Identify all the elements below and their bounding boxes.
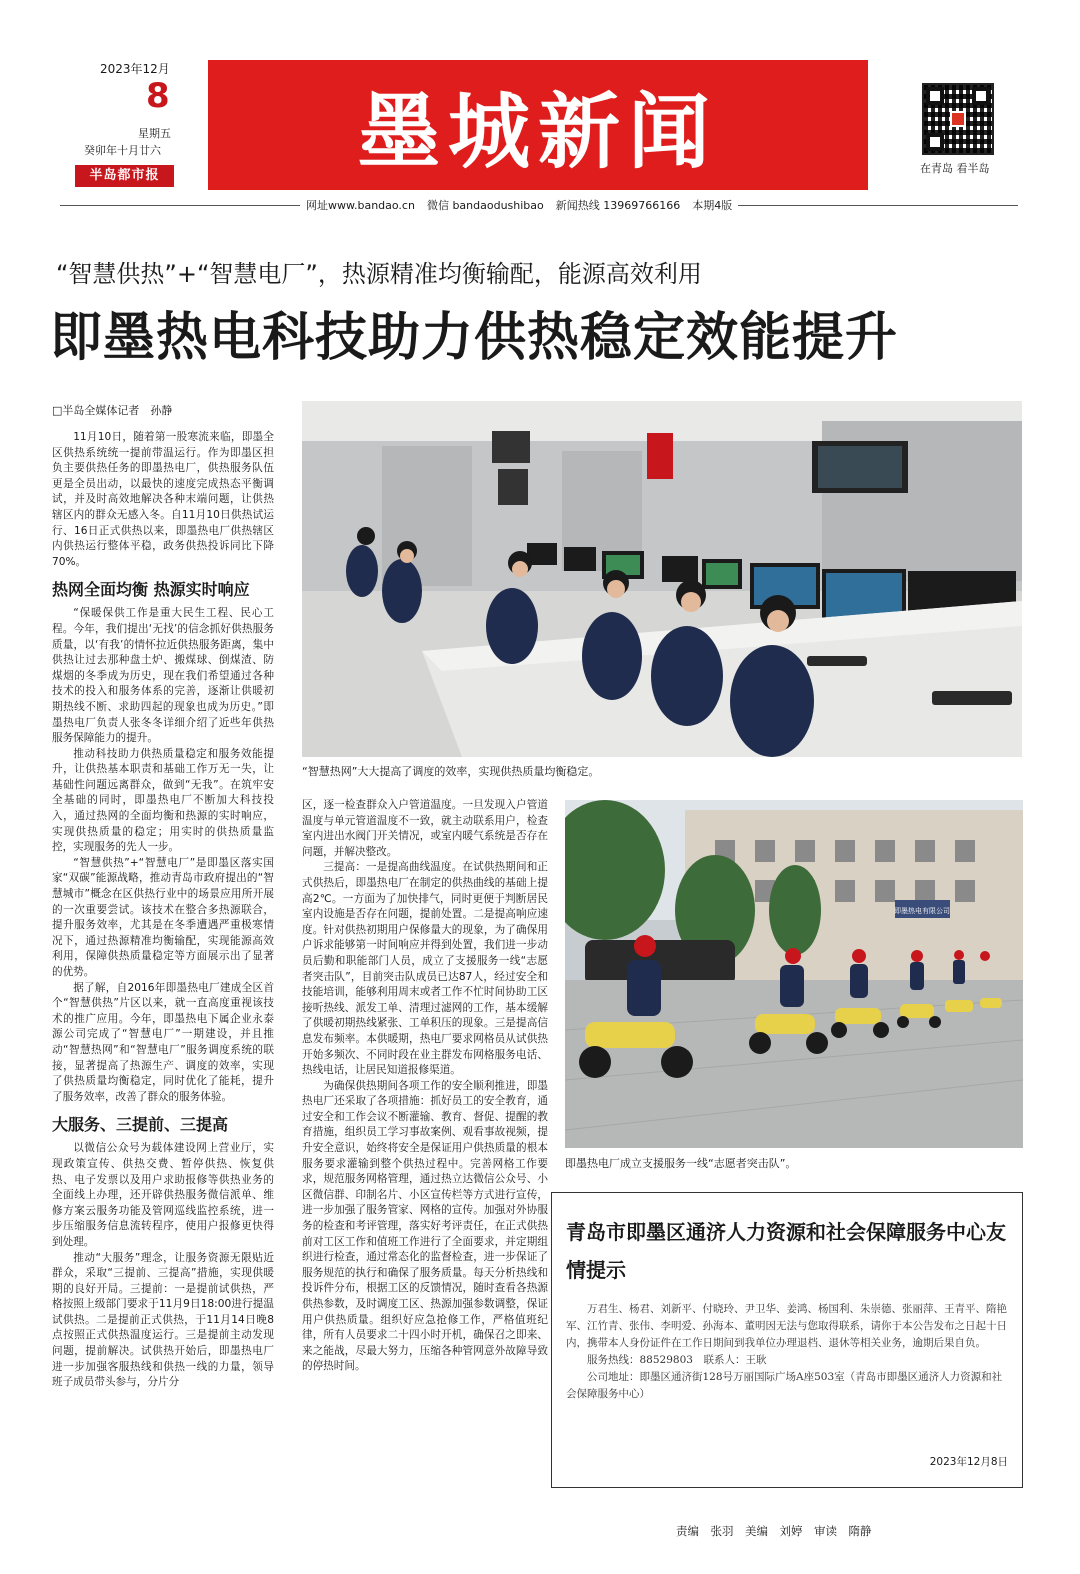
paragraph: “保暖保供工作是重大民生工程、民心工程。今年，我们提出‘无找’的信念抓好供热服务质量，以‘有我’的情怀拉近供热服务距离，集中供热让过去那种盘土炉、搬煤球、倒煤渣、防煤烟的冬季成为历史，现在我们希望通过各种技术的投入和服务体系的完善，逐渐让供暖初期热线不断、求助四起的现象也成为历史。”即墨热电厂负责人张冬冬详细介绍了近些年供热服务保障能力的提升。	[52, 607, 274, 745]
issue-pages-info: 本期4版	[692, 199, 733, 212]
qr-code-icon[interactable]	[922, 83, 994, 155]
issue-lunar-date: 癸卯年十月廿六	[84, 144, 161, 157]
paragraph: 推动科技助力供热质量稳定和服务效能提升，让供热基本职责和基础工作万无一失，让基础性问题远离群众，做到“无我”。在筑牢安全基础的同时，即墨热电厂不断加大科技投入，通过热网的全面均衡和热源的实时响应，实现供热质量的稳定；用实时的供热质量监控，实现服务的先人一步。	[52, 747, 274, 854]
notice-date: 2023年12月8日	[929, 1456, 1008, 1468]
control-room-photo	[302, 401, 1022, 757]
section-masthead	[208, 60, 868, 190]
issue-day: 8	[146, 76, 170, 116]
website-info: 网址www.bandao.cn	[306, 199, 415, 212]
notice-phone: 服务热线：88529803 联系人：王耿	[587, 1354, 767, 1366]
newspaper-logo: 半岛都市报	[75, 165, 174, 187]
notice-address: 公司地址：即墨区通济街128号万丽国际广场A座503室（青岛市即墨区通济人力资源和社会保障服务中心）	[566, 1371, 1003, 1400]
article-subheadline: “智慧供热”+“智慧电厂”，热源精准均衡输配，能源高效利用	[56, 260, 702, 288]
notice-title: 青岛市即墨区通济人力资源和社会保障服务中心友情提示	[566, 1220, 1006, 1282]
notice-box	[551, 1192, 1023, 1488]
paragraph: 为确保供热期间各项工作的安全顺利推进，即墨热电厂还采取了各项措施：抓好员工的安全教育，通过安全和工作会议不断灌输、教育、督促、提醒的教育措施，组织员工学习事故案例、观看事故视频，提升安全意识，始终将安全是保证用户供热质量的根本服务要求灌输到整个供热过程中。完善网格工作要求，规范服务网格管理，通过热立达微信公众号、小区微信群、印制名片、小区宣传栏等方式进行宣传，进一步加强了服务管家、网格的宣传。加强对外协服务的检查和考评管理，落实好考评责任，在正式供热前对工区工作和值班工作进行了全面要求，并定期组织进行检查，通过常态化的监督检查，进一步保证了服务规范的执行和确保了服务质量。每天分析热线和投诉件分布，根据工区的反馈情况，随时查看各热源供热参数，及时调度工区、热源加强参数调整，保证用户供热质量。组织好应急抢修工作，严格值班纪律，所有人员要求二十四小时开机，确保召之即来、来之能战，尽最大努力，压缩各种管网意外故障导致的停热时间。	[302, 1079, 548, 1373]
article-column-2	[302, 798, 548, 1375]
notice-body	[566, 1301, 1010, 1403]
article-column-1	[52, 430, 274, 1391]
building-sign-text: 即墨热电有限公司	[894, 907, 950, 915]
paragraph: 区，逐一检查群众入户管道温度。一旦发现入户管道温度与单元管道温度不一致，就主动联系用户，检查室内进出水阀门开关情况，或室内暖气系统是否存在问题，并解决整改。	[302, 799, 548, 858]
paragraph: 推动“大服务”理念，让服务资源无限贴近群众，采取“三提前、三提高”措施，实现供暖期的良好开局。三提前：一是提前试供热，严格按照上级部门要求于11月9日18:00进行提温试供热。二是提前正式供热，于11月14日晚8点按照正式供热温度运行。三是提前主动发现问题，提前解决。试供热开始后，即墨热电厂进一步加强客服热线和供热一线的力量，领导班子成员带头参与，分片分	[52, 1251, 274, 1389]
volunteer-team-photo	[565, 800, 1023, 1148]
issue-weekday: 星期五	[138, 127, 171, 140]
masthead-info-bar	[300, 197, 738, 213]
section-title: 墨城新闻	[357, 84, 718, 180]
article-headline: 即墨热电科技助力供热稳定效能提升	[50, 308, 899, 368]
photo-caption: “智慧热网”大大提高了调度的效率，实现供热质量均衡稳定。	[302, 765, 600, 778]
paragraph: 三提高：一是提高曲线温度。在试供热期间和正式供热后，即墨热电厂在制定的供热曲线的基础上提高2℃。一方面为了加快排气，同时更便于判断居民室内设施是否存在问题，提前处置。二是提高响应速度。针对供热初期用户保修量大的现象，为了确保用户诉求能够第一时间响应并得到处置，我们进一步动员后勤和职能部门人员，成立了支援服务一线“志愿者突击队”，目前突击队成员已达87人，经过安全和技能培训，能够利用周末或者工作不忙时间协助工区接听热线、派发工单、清理过滤网的工作，基本缓解了供暖初期热线紧张、工单积压的现象。三是提高信息发布频率。本供暖期，热电厂要求网格员从试供热开始多频次、不同时段在业主群发布网格服务电话、热线电话，让居民知道报修渠道。	[302, 861, 548, 1077]
paragraph: 11月10日，随着第一股寒流来临，即墨全区供热系统统一提前带温运行。作为即墨区担负主要供热任务的即墨热电厂，供热服务队伍更是全员出动，以最快的速度完成热态平衡调试，并及时高效地解决各种末端问题，让供热辖区内的群众无感入冬。自11月10日供热试运行、16日正式供热以来，即墨热电厂供热辖区内供热运行整体平稳，政务供热投诉同比下降70%。	[52, 431, 274, 568]
issue-year-month: 2023年12月	[100, 62, 170, 76]
paragraph: 据了解，自2016年即墨热电厂建成全区首个“智慧供热”片区以来，就一直高度重视该技术的推广应用。今年，即墨热电下属企业永泰源公司完成了“智慧电厂”一期建设，并且推动“智慧热网”和“智慧电厂”服务调度系统的联接，显著提高了热源生产、调度的效率，实现了供热质量均衡稳定，同时优化了能耗，提升了服务效率，改善了群众的服务体验。	[52, 981, 274, 1103]
section-heading: 大服务、三提前、三提高	[52, 1115, 229, 1135]
section-heading: 热网全面均衡 热源实时响应	[52, 580, 250, 600]
hotline-info: 新闻热线 13969766166	[555, 199, 681, 212]
paragraph: “智慧供热”+“智慧电厂”是即墨区落实国家“双碳”能源战略，推动青岛市政府提出的“智慧城市”概念在区供热行业中的场景应用所开展的一次重要尝试。该技术在整合多热源联合，提升服务效率，尤其是在冬季遭遇严重极寒情况下，通过热源精准均衡输配，实现能源高效利用，保障供热质量稳定等方面展示出了显著的优势。	[52, 856, 274, 978]
wechat-info: 微信 bandaodushibao	[426, 199, 544, 212]
article-byline: □半岛全媒体记者 孙静	[52, 404, 173, 417]
notice-text: 万君生、杨君、刘新平、付晓玲、尹卫华、姜鸿、杨国利、朱崇德、张丽萍、王青平、隋艳军、江竹青、张伟、李明爱、孙海本、董明因无法与您取得联系，请你于本公告发布之日起十日内，携带本人身份证件在工作日期间到我单位办理退档、退休等相关业务，逾期后果自负。	[566, 1303, 1007, 1349]
paragraph: 以微信公众号为载体建设网上营业厅，实现政策宣传、供热交费、暂停供热、恢复供热、电子发票以及用户求助报修等供热业务的全面线上办理，还开辟供热服务微信派单、维修方案云服务功能及管网巡线监控系统，进一步压缩服务信息流转程序，使用户报修更快得到处理。	[52, 1142, 274, 1248]
editor-credits: 责编 张羽 美编 刘婷 审读 隋静	[676, 1524, 872, 1538]
photo-caption: 即墨热电厂成立支援服务一线“志愿者突击队”。	[565, 1157, 797, 1170]
qr-caption: 在青岛 看半岛	[920, 162, 990, 175]
